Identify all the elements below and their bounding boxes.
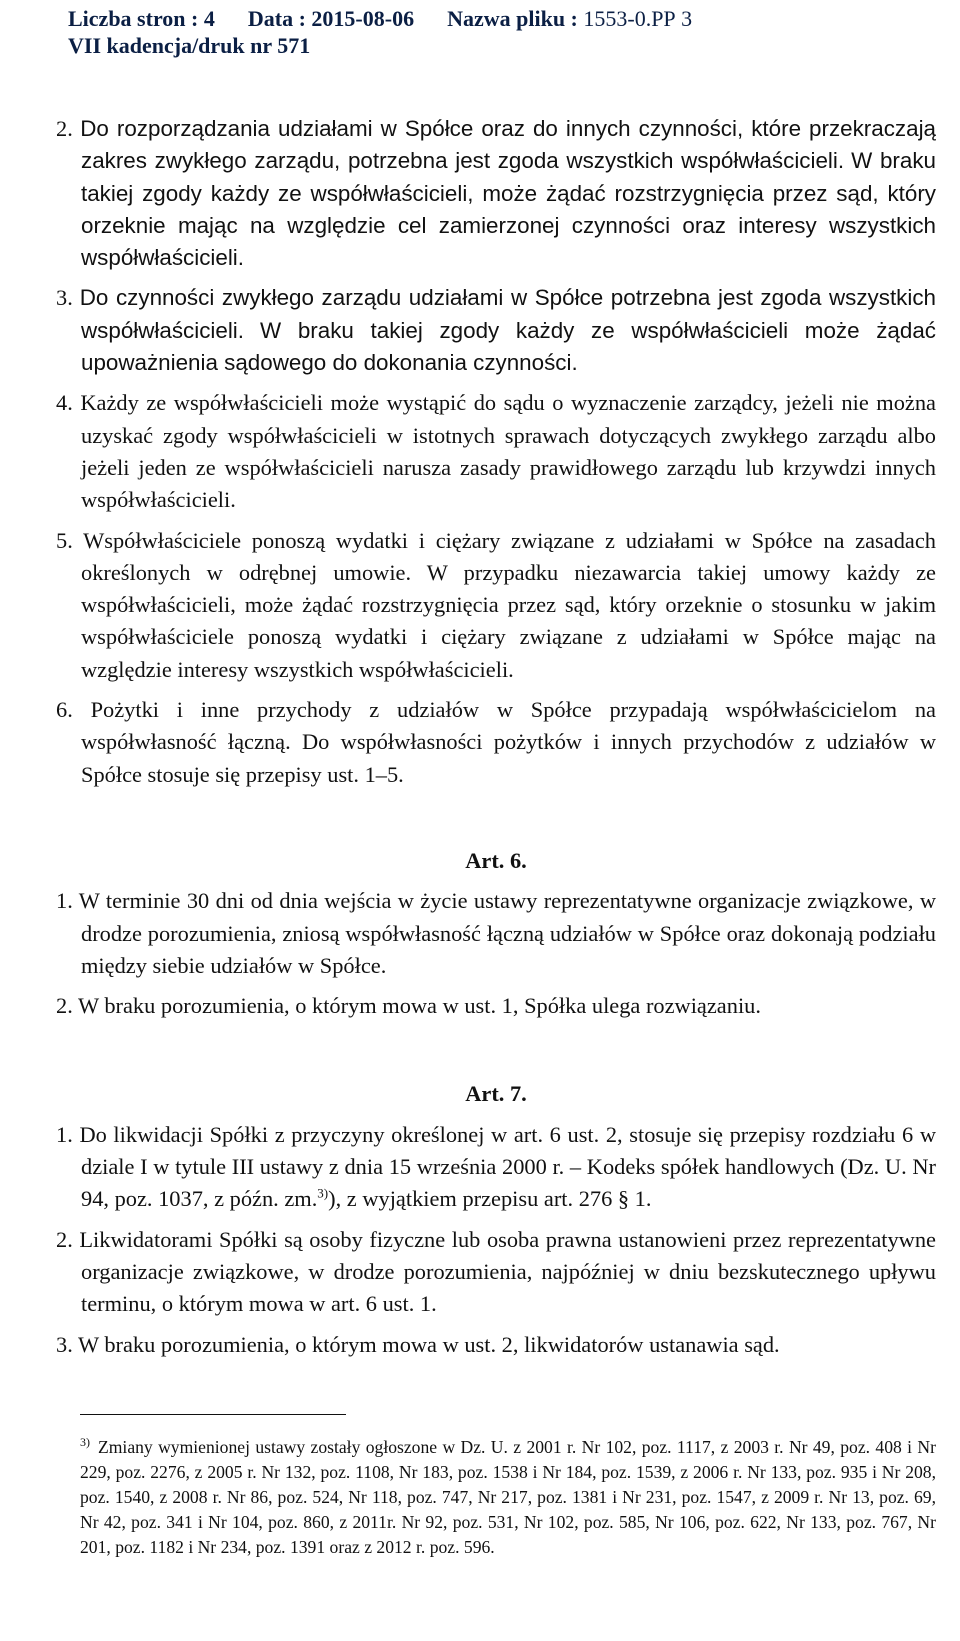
date-value: 2015-08-06 [311, 6, 415, 31]
item-number: 1. [56, 1121, 73, 1147]
paragraph-6 [56, 694, 936, 791]
paragraph-text: Pożytki i inne przychody z udziałów w Spółce przypadają współwłaścicielom na współwłasność łączną. Do współwłasności pożytków i innych przychodów z udziałów w Spółce stosuje się przepisy ust. 1–5. [81, 697, 936, 787]
paragraph-2 [56, 113, 936, 274]
item-text: W terminie 30 dni od dnia wejścia w życie ustawy reprezentatywne organizacje związkowe, w drodze porozumienia, zniosą współwłasność łączną udziałów w Spółce oraz dokonają podziału między siebie udziałów w Spółce. [78, 888, 936, 978]
footnote-text: Zmiany wymienionej ustawy zostały ogłoszone w Dz. U. z 2001 r. Nr 102, poz. 1117, z 2003 r. Nr 49, poz. 408 i Nr 229, poz. 2276, z 2005 r. Nr 132, poz. 1108, Nr 183, poz. 1538 i Nr 184, poz. 1539, z 2006 r. Nr 133, poz. 935 i Nr 208, poz. 1540, z 2008 r. Nr 86, poz. 524, Nr 118, poz. 747, Nr 217, poz. 1381 i Nr 231, poz. 1547, z 2009 r. Nr 13, poz. 69, Nr 42, poz. 341 i Nr 104, poz. 860, z 2011r. Nr 92, poz. 531, Nr 102, poz. 585, Nr 106, poz. 622, Nr 133, poz. 767, Nr 201, poz. 1182 i Nr 234, poz. 1391 oraz z 2012 r. poz. 596. [80, 1436, 936, 1557]
paragraph-5 [56, 525, 936, 686]
paragraph-number: 2. [56, 116, 73, 141]
item-text: W braku porozumienia, o którym mowa w ust. 2, likwidatorów ustanawia sąd. [78, 1331, 780, 1357]
date-label: Data : [247, 6, 306, 31]
article-6-item-2 [56, 990, 936, 1022]
item-number: 2. [56, 993, 73, 1019]
item-text: Do likwidacji Spółki z przyczyny określonej w art. 6 ust. 2, stosuje się przepisy rozdziału 6 w dziale I w tytule III ustawy z dnia 15 września 2000 r. – Kodeks spółek handlowych (Dz. U. Nr 94, poz. 1037, z późn. zm. [79, 1121, 936, 1212]
item-text: W braku porozumienia, o którym mowa w ust. 1, Spółka ulega rozwiązaniu. [78, 993, 761, 1019]
footnote-mark: 3) [80, 1435, 90, 1449]
file-value: 1553-0.PP [583, 6, 676, 31]
paragraph-rest: W braku takiej zgody każdy ze współwłaścicieli może żądać upoważnienia sądowego do dokonania czynności. [81, 317, 936, 376]
item-number: 1. [56, 888, 73, 914]
paragraph-4 [56, 387, 936, 516]
item-number: 2. [56, 1226, 73, 1252]
main-text [56, 113, 936, 1361]
article-6-title: Art. 6. [465, 847, 527, 873]
paragraph-number: 6. [56, 697, 73, 723]
pages-label: Liczba stron : [68, 6, 199, 31]
footnote [80, 1430, 936, 1560]
article-7-title: Art. 7. [465, 1081, 527, 1107]
article-7-item-3 [56, 1329, 936, 1361]
article-7-item-2 [56, 1224, 936, 1321]
item-number: 3. [56, 1331, 73, 1357]
file-label: Nazwa pliku : [447, 6, 578, 31]
article-7-item-1 [56, 1119, 936, 1216]
paragraph-number: 5. [56, 527, 73, 553]
paragraph-rest: W braku takiej zgody każdy ze współwłaścicieli, może żądać rozstrzygnięcia przez sąd, który orzeknie mając na względzie cel zamierzonej czynności oraz interesy wszystkich współwłaścicieli. [81, 148, 936, 271]
paragraph-3 [56, 282, 936, 379]
paragraph-number: 4. [56, 390, 73, 416]
pages-value: 4 [203, 6, 215, 31]
paragraph-number: 3. [56, 285, 73, 311]
term-line: VII kadencja/druk nr 571 [68, 33, 311, 58]
item-text-tail: ), z wyjątkiem przepisu art. 276 § 1. [328, 1186, 652, 1212]
item-text: Likwidatorami Spółki są osoby fizyczne lub osoba prawna ustanowieni przez reprezentatywne organizacje związkowe, w drodze porozumienia, najpóźniej w dniu bezskutecznego upływu terminu, o którym mowa w art. 6 ust. 1. [79, 1226, 936, 1317]
paragraph-text: Współwłaściciele ponoszą wydatki i ciężary związane z udziałami w Spółce na zasadach określonych w odrębnej umowie. W przypadku niezawarcia takiej umowy każdy ze współwłaścicieli, może żądać rozstrzygnięcia przez sąd, który orzeknie o stosunku w jakim współwłaściciele ponoszą wydatki i ciężary związane z udziałami w Spółce mając na względzie interesy wszystkich współwłaścicieli. [81, 527, 936, 682]
file-page: 3 [681, 6, 693, 31]
footnote-separator [80, 1414, 346, 1415]
footnote-ref[interactable]: 3) [317, 1185, 329, 1201]
document-header [68, 6, 692, 32]
paragraph-lead: Do rozporządzania udziałami w Spółce oraz do innych czynności, które przekraczają zakres zwykłego zarządu, potrzebna jest zgoda wszystkich współwłaścicieli. [80, 116, 936, 174]
paragraph-lead: Do czynności zwykłego zarządu udziałami w Spółce potrzebna jest zgoda wszystkich współwłaścicieli. [79, 285, 936, 343]
article-6-item-1 [56, 885, 936, 982]
paragraph-text: Każdy ze współwłaścicieli może wystąpić do sądu o wyznaczenie zarządcy, jeżeli nie można uzyskać zgody współwłaścicieli w istotnych sprawach dotyczących zwykłego zarządu albo jeżeli jeden ze współwłaścicieli narusza zasady prawidłowego zarządu lub krzywdzi innych współwłaścicieli. [80, 390, 936, 513]
